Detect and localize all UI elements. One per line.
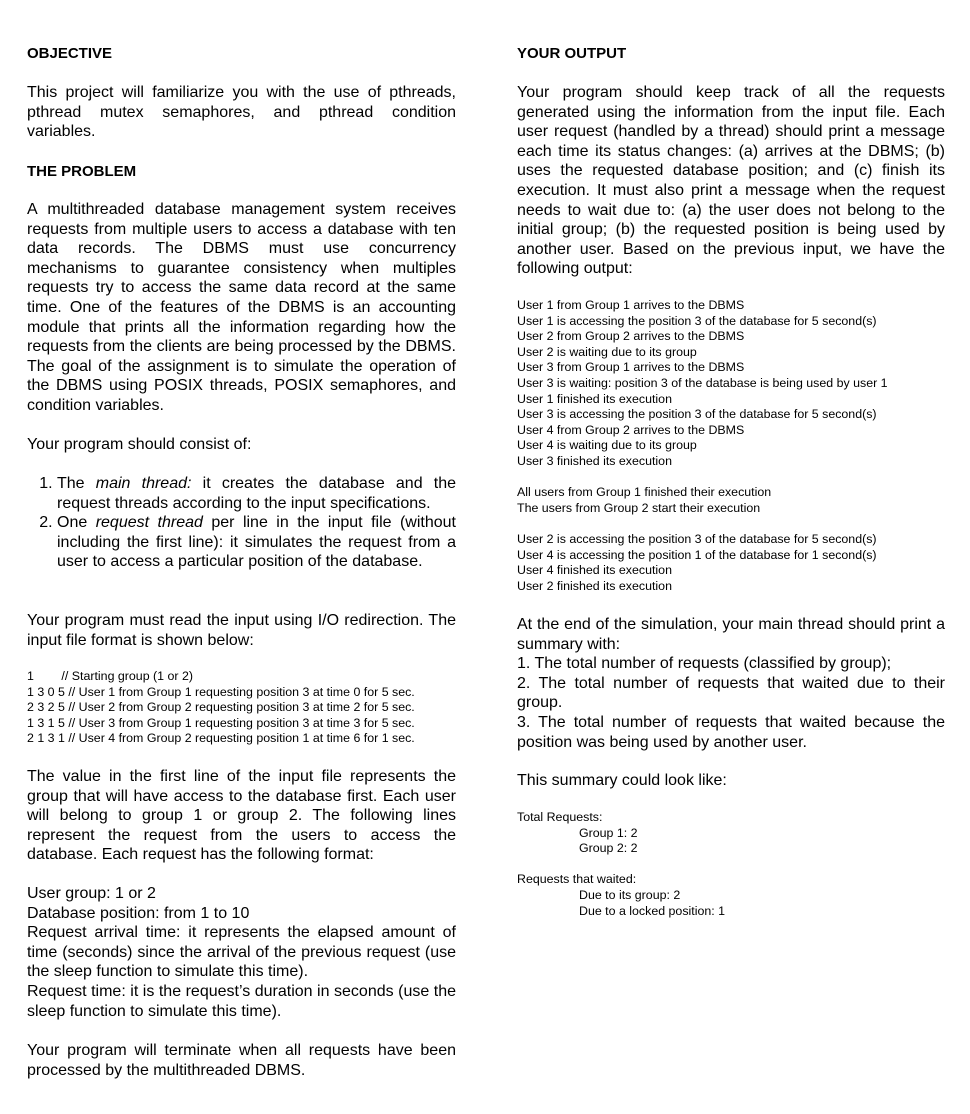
output-line: The users from Group 2 start their execution <box>517 500 761 515</box>
problem-text: A multithreaded database management system receives requests from multiple users to access a database with ten data records. The DBMS must use concurrency mechanisms to guarantee consistency when multiples requests try to access the same data record at the same time. One of the features of the DBMS is an accounting module that prints all the information regarding how the requests from the clients are being processed by the DBMS. The goal of the assignment is to simulate the operation of the DBMS using POSIX threads, POSIX semaphores, and condition variables. <box>27 201 456 414</box>
input-line: 1 3 1 5 // User 3 from Group 1 requesting position 3 at time 3 for 5 sec. <box>27 715 415 730</box>
sample-output <box>517 298 945 594</box>
input-line: 1 3 0 5 // User 1 from Group 1 requesting position 3 at time 0 for 5 sec. <box>27 684 415 699</box>
input-line: 2 3 2 5 // User 2 from Group 2 requesting position 3 at time 2 for 5 sec. <box>27 700 415 715</box>
format-line: User group: 1 or 2 <box>27 885 156 902</box>
output-line: All users from Group 1 finished their execution <box>517 485 772 500</box>
output-line: User 4 is waiting due to its group <box>517 438 697 453</box>
output-line: User 3 from Group 1 arrives to the DBMS <box>517 360 745 375</box>
output-line: User 2 finished its execution <box>517 578 672 593</box>
output-line: User 2 is accessing the position 3 of the database for 5 second(s) <box>517 531 877 546</box>
format-line: Request arrival time: it represents the elapsed amount of time (seconds) since the arrival of the previous request (use the sleep function to simulate this time). <box>27 924 456 981</box>
terminate-text: Your program will terminate when all requests have been processed by the multithreaded DBMS. <box>27 1042 456 1079</box>
total-line: Group 1: 2 <box>579 825 638 840</box>
output-heading: YOUR OUTPUT <box>517 45 627 62</box>
output-line: User 4 is accessing the position 1 of the database for 1 second(s) <box>517 547 877 562</box>
output-line: User 2 is waiting due to its group <box>517 344 697 359</box>
summary-example <box>517 810 945 919</box>
total-requests-label: Total Requests: <box>517 810 603 824</box>
list-item-request-thread: 2. One request thread per line in the input file (without including the first line): it simulates the request from a user to access a particular position of the database. <box>57 513 456 572</box>
summary-intro: At the end of the simulation, your main thread should print a summary with: <box>517 616 945 653</box>
output-line: User 3 is waiting: position 3 of the database is being used by user 1 <box>517 375 888 390</box>
summary-look: This summary could look like: <box>517 772 727 789</box>
input-example <box>27 669 456 747</box>
input-intro: Your program must read the input using I/O redirection. The input file format is shown below: <box>27 612 456 649</box>
output-text: Your program should keep track of all the requests generated using the information from the input file. Each user request (handled by a thread) should print a message each time its status changes: (a) arrives at the DBMS; (b) uses the requested database position; and (c) finish its execution. It must also print a message when the request needs to wait due to: (a) the user does not belong to the initial group; (b) the requested position is being used by another user. Based on the previous input, we have the following output: <box>517 84 945 278</box>
output-line: User 4 from Group 2 arrives to the DBMS <box>517 422 745 437</box>
waited-line: Due to its group: 2 <box>579 887 681 902</box>
summary-item: 2. The total number of requests that waited due to their group. <box>517 674 945 712</box>
output-line: User 1 is accessing the position 3 of the database for 5 second(s) <box>517 313 877 328</box>
objective-text: This project will familiarize you with the use of pthreads, pthread mutex semaphores, and pthread condition variables. <box>27 84 456 141</box>
total-line: Group 2: 2 <box>579 841 638 856</box>
output-line: User 3 is accessing the position 3 of the database for 5 second(s) <box>517 407 877 422</box>
output-line: User 1 finished its execution <box>517 391 672 406</box>
summary-section <box>517 615 945 752</box>
waited-line: Due to a locked position: 1 <box>579 903 726 918</box>
input-line: 1 // Starting group (1 or 2) <box>27 669 193 683</box>
list-item-main-thread: 1. The main thread: it creates the database and the request threads according to the input specifications. <box>57 474 456 513</box>
format-line: Database position: from 1 to 10 <box>27 904 250 922</box>
problem-heading: THE PROBLEM <box>27 163 137 180</box>
output-line: User 3 finished its execution <box>517 453 672 468</box>
request-format <box>27 884 456 1021</box>
output-line: User 4 finished its execution <box>517 563 672 578</box>
input-line: 2 1 3 1 // User 4 from Group 2 requesting position 1 at time 6 for 1 sec. <box>27 731 415 746</box>
summary-item: 3. The total number of requests that waited because the position was being used by another user. <box>517 713 945 751</box>
components-list <box>27 474 456 572</box>
objective-heading: OBJECTIVE <box>27 45 113 62</box>
format-line: Request time: it is the request’s duration in seconds (use the sleep function to simulate this time). <box>27 982 456 1020</box>
consist-intro: Your program should consist of: <box>27 436 252 453</box>
waited-label: Requests that waited: <box>517 872 637 887</box>
value-text: The value in the first line of the input file represents the group that will have access to the database first. Each user will belong to group 1 or group 2. The following lines represent the request from the users to access the database. Each request has the following format: <box>27 768 456 864</box>
output-line: User 2 from Group 2 arrives to the DBMS <box>517 329 745 344</box>
summary-item: 1. The total number of requests (classified by group); <box>517 655 892 673</box>
output-line: User 1 from Group 1 arrives to the DBMS <box>517 298 745 312</box>
